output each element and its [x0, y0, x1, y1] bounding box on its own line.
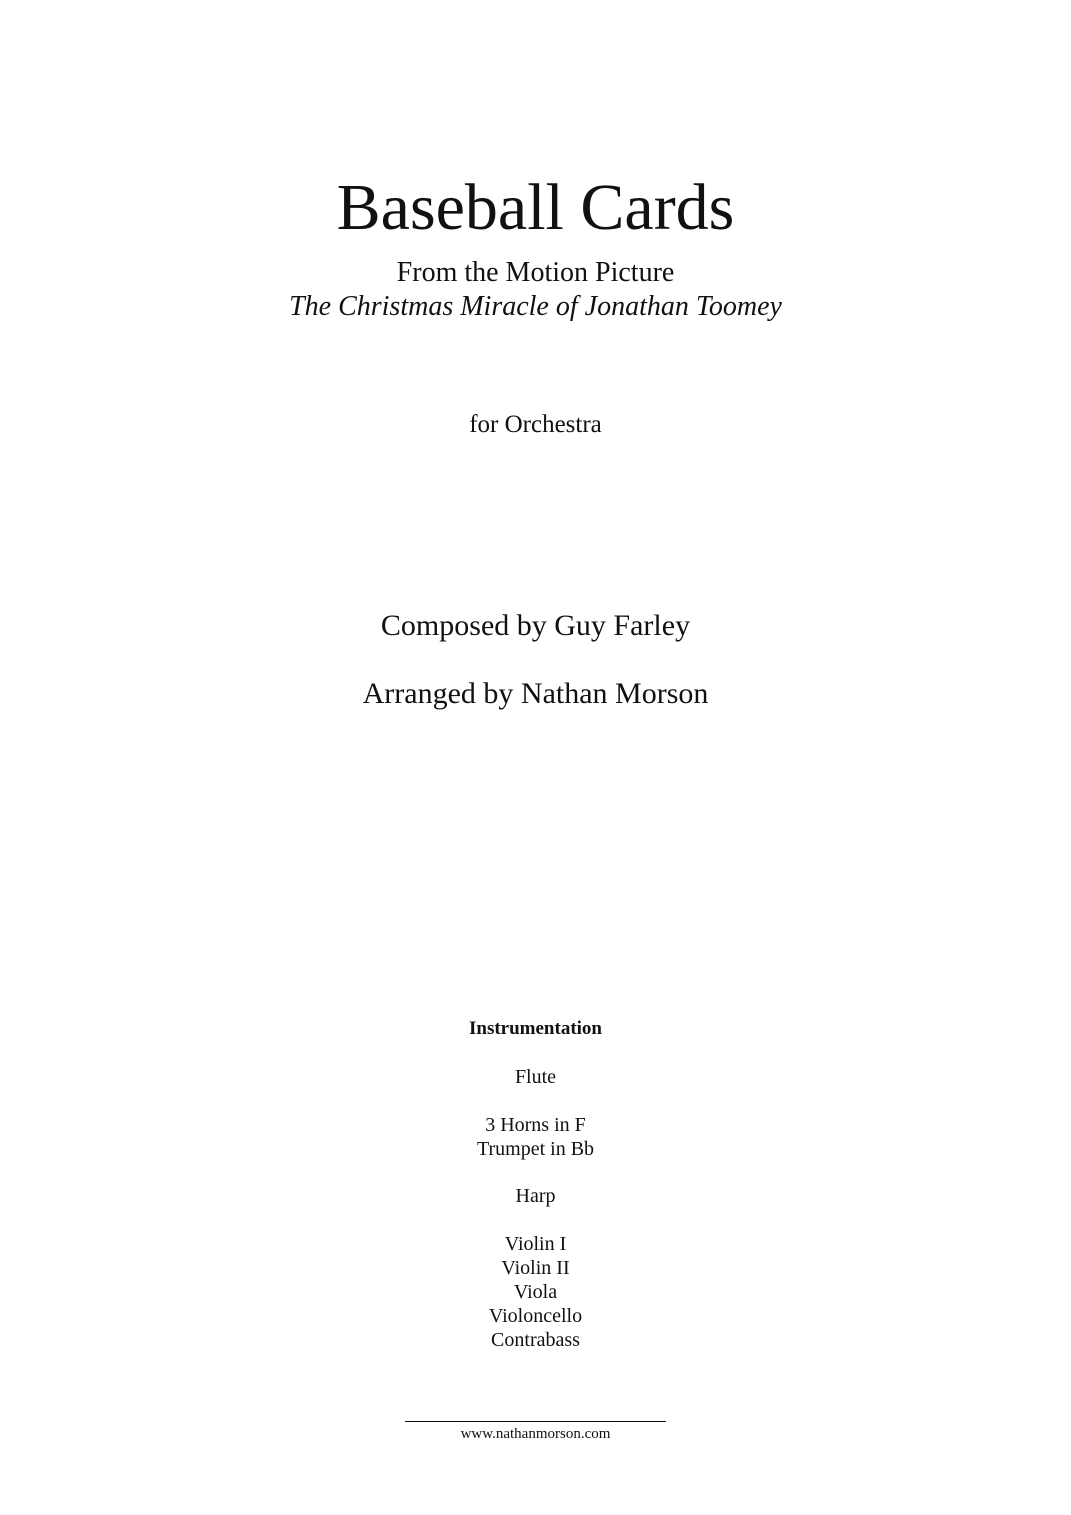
website-link[interactable]: www.nathanmorson.com: [460, 1426, 611, 1442]
instrument-group-brass: [0, 1113, 1071, 1161]
scoring-line: for Orchestra: [469, 411, 602, 438]
footer-rule: [405, 1421, 666, 1422]
instrument-item: Violin II: [501, 1257, 570, 1279]
instrument-item: Harp: [515, 1185, 556, 1207]
instrumentation-heading: Instrumentation: [468, 1018, 602, 1039]
subtitle: From the Motion Picture: [396, 257, 675, 288]
instrument-group-harp: [0, 1184, 1071, 1208]
instrument-item: Viola: [513, 1281, 558, 1303]
composer-credit: Composed by Guy Farley: [380, 609, 691, 642]
instrument-item: Trumpet in Bb: [476, 1138, 595, 1160]
instrument-item: Contrabass: [491, 1329, 580, 1351]
instrument-item: Flute: [514, 1066, 557, 1088]
instrument-item: 3 Horns in F: [485, 1114, 586, 1136]
instrument-item: Violin I: [504, 1233, 567, 1255]
score-title: Baseball Cards: [336, 171, 735, 244]
instrument-item: Violoncello: [488, 1305, 583, 1327]
film-title: The Christmas Miracle of Jonathan Toomey: [289, 291, 782, 322]
arranger-credit: Arranged by Nathan Morson: [362, 677, 709, 710]
instrument-group-strings: [0, 1232, 1071, 1352]
instrument-group-woodwinds: [0, 1065, 1071, 1089]
